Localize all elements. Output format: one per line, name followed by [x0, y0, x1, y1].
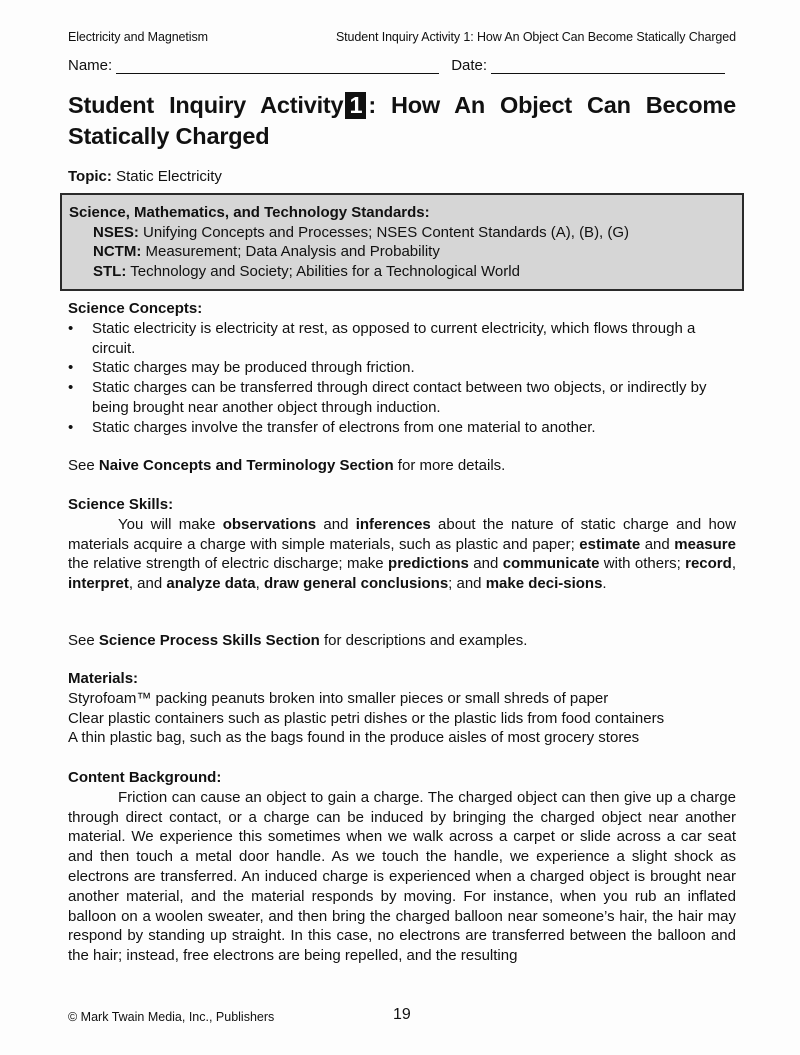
- content-background-section: [68, 768, 736, 966]
- topic-label: Topic:: [68, 168, 112, 185]
- name-blank-line: [116, 59, 439, 74]
- list-item: • Static charges may be produced through friction.: [68, 359, 415, 377]
- running-header: [68, 30, 736, 44]
- science-skills-heading: Science Skills:: [68, 496, 174, 513]
- list-item: • Static charges involve the transfer of electrons from one material to another.: [68, 418, 596, 436]
- materials-section: [68, 669, 736, 748]
- skill-text: and: [468, 555, 503, 573]
- name-label: Name:: [68, 57, 113, 74]
- content-background-heading: Content Background:: [68, 769, 222, 786]
- materials-heading: Materials:: [68, 670, 139, 687]
- date-blank-line: [491, 59, 725, 74]
- bullet-icon: •: [68, 319, 74, 337]
- title-suffix: : How An Object Can Become Statically Charged: [68, 92, 736, 149]
- topic-line: [68, 168, 222, 185]
- bullet-icon: •: [68, 379, 74, 397]
- skill-text: ; and: [448, 575, 486, 593]
- skill-keyword: communicate: [502, 555, 600, 573]
- skill-text: , and: [128, 575, 167, 593]
- skill-text: about the nature of static charge and how materials acquire a charge with simple materials, such as plastic and paper;: [68, 515, 736, 553]
- skill-keyword: make deci-sions: [485, 575, 603, 593]
- standards-row-label: STL:: [93, 262, 127, 280]
- list-item: • Static electricity is electricity at rest, as opposed to current electricity, which flows through a circuit.: [68, 319, 696, 357]
- standards-row-value: Technology and Society; Abilities for a Technological World: [130, 262, 520, 280]
- naive-concepts-reference: See Naive Concepts and Terminology Section for more details.: [68, 457, 506, 474]
- skill-keyword: measure: [674, 535, 736, 553]
- title-prefix: Student Inquiry Activity: [68, 92, 344, 118]
- process-skills-section-ref: Science Process Skills Section: [98, 632, 320, 649]
- materials-item: Styrofoam™ packing peanuts broken into smaller pieces or small shreds of paper: [68, 689, 609, 707]
- materials-item: Clear plastic containers such as plastic petri dishes or the plastic lids from food containers: [68, 709, 665, 727]
- skill-keyword: inferences: [355, 515, 431, 533]
- skill-text: and: [316, 515, 356, 533]
- standards-box: [60, 193, 744, 291]
- bullet-icon: •: [68, 359, 74, 377]
- skill-keyword: observations: [222, 515, 317, 533]
- skill-keyword: interpret: [68, 575, 129, 593]
- skill-keyword: draw general conclusions: [263, 575, 449, 593]
- skill-text: ,: [255, 575, 264, 593]
- skill-text: You will make: [118, 515, 223, 533]
- name-field: [68, 57, 439, 74]
- skill-keyword: predictions: [388, 555, 469, 573]
- copyright-footer: © Mark Twain Media, Inc., Publishers: [68, 1010, 275, 1024]
- science-skills-paragraph: [68, 515, 736, 594]
- content-background-paragraph: Friction can cause an object to gain a charge. The charged object can then give up a charge through direct contact, or a charge can be induced by bringing the charged object near another material. We experience this sometimes when we walk across a carpet or slide across a car seat and then touch a metal door handle. As we touch the handle, we experience a slight shock as electrons are transferred. An induced charge is experienced when a charged object is brought near another material, and the material responds by moving. For instance, when you rub an inflated balloon on a woolen sweater, and then bring the charged balloon near someone’s hair, the hair may respond by standing up straight. In this case, no electrons are transferred between the balloon and the hair; instead, free electrons are being repelled, and the resulting: [68, 788, 736, 965]
- science-concepts-heading: Science Concepts:: [68, 300, 203, 317]
- skill-text: .: [602, 575, 607, 593]
- standards-row-nses: [69, 223, 742, 243]
- date-label: Date:: [451, 57, 488, 74]
- standards-row-label: NSES:: [93, 223, 139, 241]
- standards-row-label: NCTM:: [93, 243, 142, 260]
- standards-row-value: Unifying Concepts and Processes; NSES Content Standards (A), (B), (G): [143, 223, 630, 241]
- standards-heading: Science, Mathematics, and Technology Standards:: [69, 204, 430, 221]
- topic-value: Static Electricity: [116, 168, 222, 185]
- naive-concepts-section-ref: Naive Concepts and Terminology Section: [98, 457, 394, 474]
- activity-number-badge: 1: [345, 92, 366, 119]
- standards-row-nctm: [69, 242, 742, 262]
- date-field: [451, 57, 725, 74]
- skill-text: the relative strength of electric discharge; make: [68, 555, 389, 573]
- process-skills-reference: See Science Process Skills Section for descriptions and examples.: [68, 632, 528, 649]
- running-header-activity: Student Inquiry Activity 1: How An Object Can Become Statically Charged: [335, 30, 736, 44]
- standards-row-stl: [69, 262, 742, 282]
- skill-keyword: analyze data: [166, 575, 256, 593]
- running-header-subject: Electricity and Magnetism: [68, 30, 208, 44]
- skill-text: ,: [731, 555, 736, 573]
- skill-keyword: record: [685, 555, 732, 573]
- page-number: 19: [393, 1006, 411, 1023]
- skill-text: and: [640, 535, 675, 553]
- science-skills-section: [68, 495, 736, 594]
- list-item: • Static charges can be transferred through direct contact between two objects, or indirectly by being brought near another object through induction.: [68, 379, 707, 416]
- skill-keyword: estimate: [579, 535, 641, 553]
- skill-text: with others;: [599, 555, 686, 573]
- science-concepts-section: [68, 299, 736, 438]
- page-title: [68, 90, 736, 152]
- science-concepts-list: [68, 319, 736, 438]
- bullet-icon: •: [68, 418, 74, 436]
- materials-item: A thin plastic bag, such as the bags found in the produce aisles of most grocery stores: [68, 729, 640, 747]
- standards-row-value: Measurement; Data Analysis and Probability: [145, 243, 440, 260]
- name-date-fields: [68, 57, 736, 74]
